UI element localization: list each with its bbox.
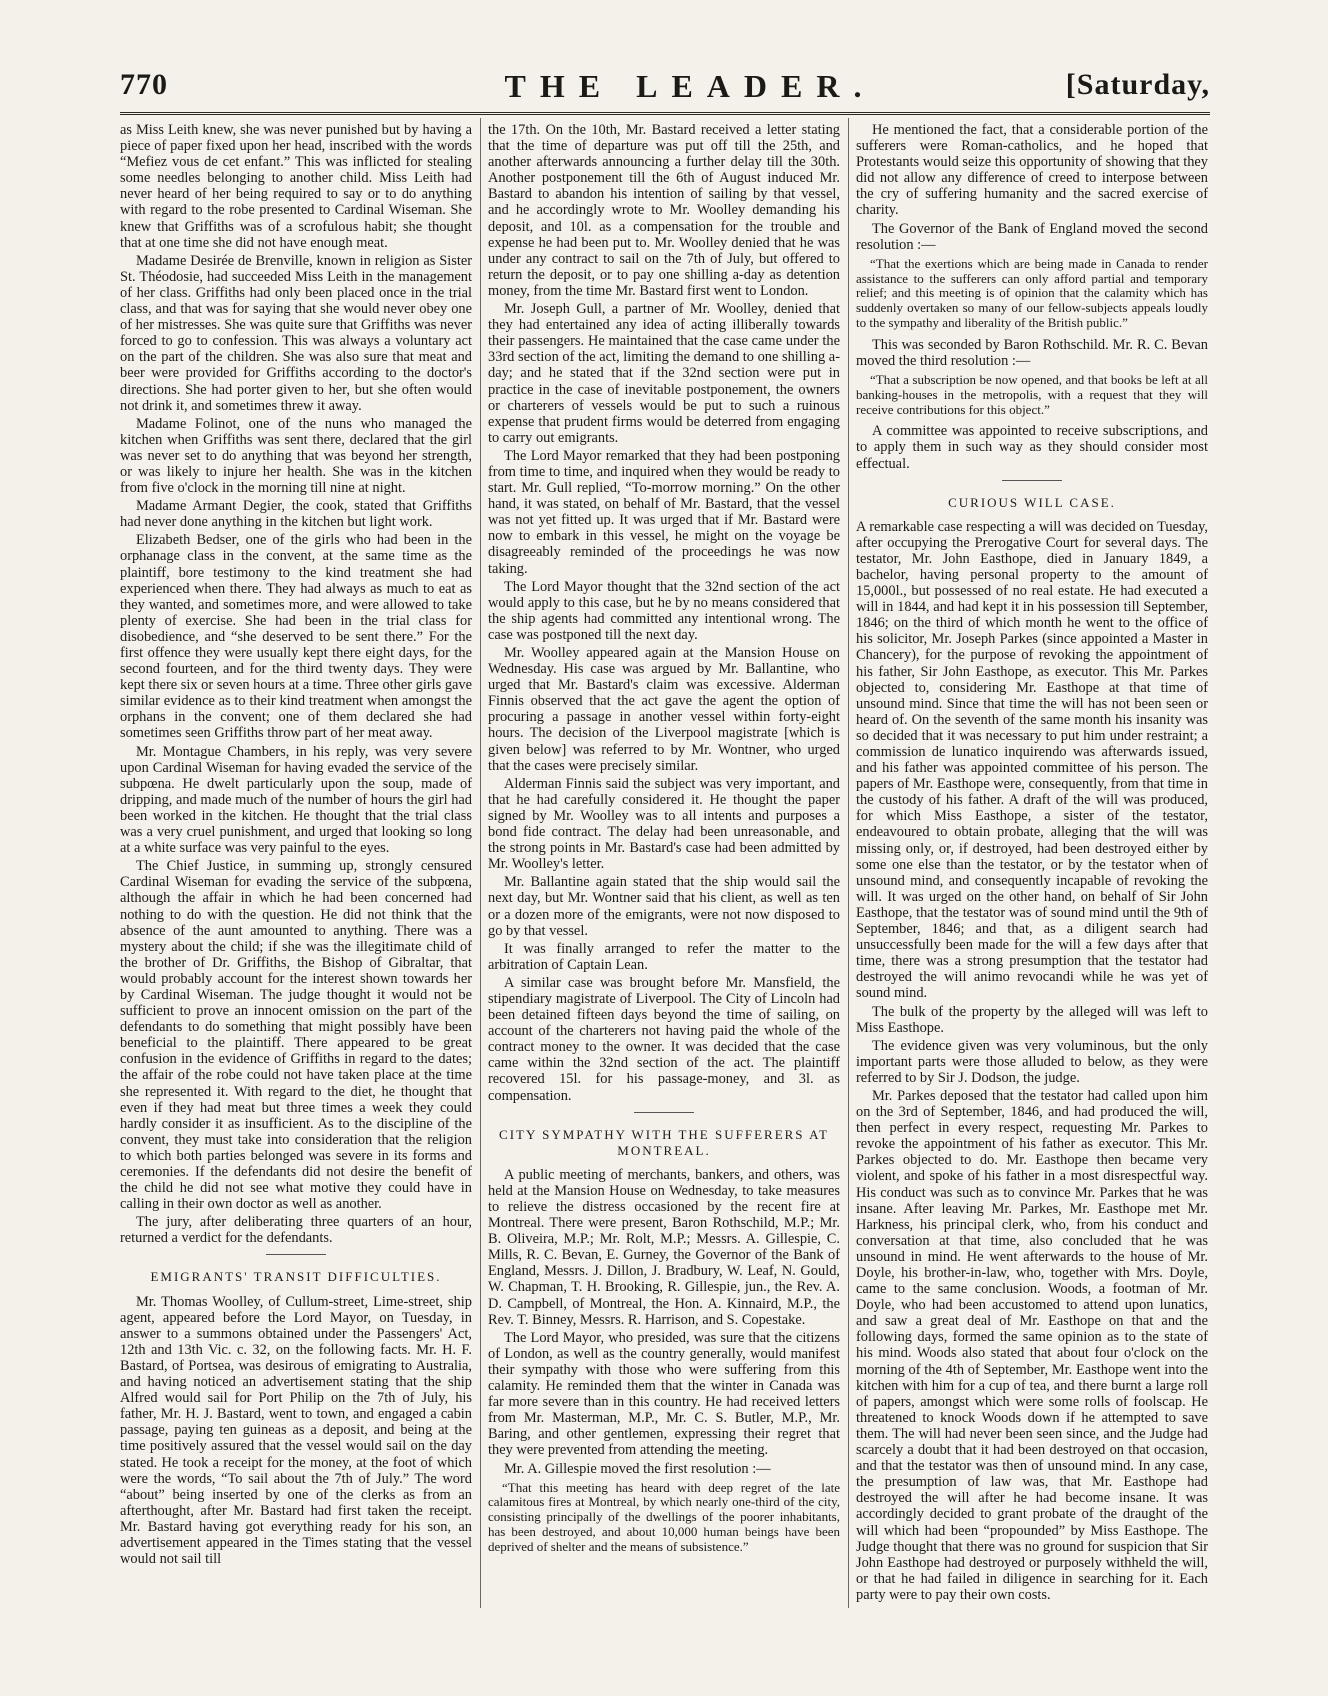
- article-paragraph: The bulk of the property by the alleged will was left to Miss Easthope.: [856, 1003, 1208, 1036]
- article-paragraph: It was finally arranged to refer the matter to the arbitration of Captain Lean.: [488, 940, 840, 973]
- article-paragraph: Madame Armant Degier, the cook, stated that Griffiths had never done anything in the kitchen but light work.: [120, 498, 472, 531]
- article-paragraph: He mentioned the fact, that a considerable portion of the sufferers were Roman-catholics, and he hoped that Protestants would seize this opportunity of showing that they did not allow any difference of creed to interpose between the cry of suffering humanity and the sacred exercise of charity.: [856, 122, 1208, 219]
- section-divider: [634, 1112, 694, 1113]
- article-paragraph: The Chief Justice, in summing up, strongly censured Cardinal Wiseman for evading the service of the subpœna, although the affair in which he had been concerned had nothing to do with the question. He did not think that the absence of the aunt amounted to anything. There was a mystery about the child; if she was the illegitimate child of the brother of Dr. Griffiths, the Bishop of Gibraltar, that would probably account for the interest shown towards her by Cardinal Wiseman. The judge thought it would not be sufficient to prove an innocent omission on the part of the defendants to do something that might possibly have been beneficial to the plaintiff. There appeared to be great confusion in the evidence of Griffiths in regard to the dates; the affair of the robe could not have taken place at the time she represented it. With regard to the diet, he thought that even if they had meat but three times a week they could hardly consider it as insufficient. As to the discipline of the convent, they must take into consideration that the religion to which both parties belonged was severe in its forms and ceremonies. If the defendants did not desire the benefit of the child he did not see what motive they could have in calling in their own doctor as well as another.: [120, 858, 472, 1213]
- article-paragraph: A remarkable case respecting a will was decided on Tuesday, after occupying the Prerogative Court for several days. The testator, Mr. John Easthope, died in January 1849, a bachelor, having personal property to the amount of 15,000l., but possessed of no real estate. He had executed a will in 1844, and had kept it in his possession till September, 1846; on the third of which month he went to the office of his solicitor, Mr. Joseph Parkes (since appointed a Master in Chancery), for the purpose of revoking the appointment of his father, Sir John Easthope, as executor. This Mr. Parkes objected to, considering Mr. Easthope at that time of unsound mind. Since that time the will has not been seen or heard of. On the seventh of the same month his insanity was so decided that it was necessary to put him under restraint; a commission de lunatico inquirendo was afterwards issued, and his father was appointed committee of his person. The papers of Mr. Easthope were, consequently, from that time in the custody of his father. A draft of the will was produced, for which Miss Easthope, a sister of the testator, endeavoured to obtain probate, alleging that the will was missing only, or, if destroyed, had been destroyed either by some one else than the testator, or by the testator when of unsound mind, and consequently incapable of revoking the will. It was urged on the other hand, on behalf of Sir John Easthope, that the testator was of sound mind until the 9th of September, 1846; and that, as a diligent search had unsuccessfully been made for the will a few days after that time, there was a strong presumption that the testator had destroyed the will animo revocandi while he was yet of sound mind.: [856, 518, 1208, 1002]
- column-2: [488, 122, 840, 1561]
- article-paragraph: The Lord Mayor remarked that they had been postponing from time to time, and inquired when they would be ready to start. Mr. Gull replied, “To-morrow morning.” On the other hand, it was stated, on behalf of Mr. Bastard, that the vessel was not yet fitted up. It was urged that if Mr. Bastard were now to embark in this vessel, he might on the voyage be disagreeably reminded of the proceedings he was now taking.: [488, 447, 840, 577]
- section-heading-emigrants: EMIGRANTS' TRANSIT DIFFICULTIES.: [150, 1269, 442, 1285]
- article-paragraph: The Lord Mayor, who presided, was sure that the citizens of London, as well as the country generally, would manifest their sympathy with those who were suffering from this calamity. He reminded them that the winter in Canada was far more severe than in this country. He had received letters from Mr. Masterman, M.P., Mr. C. S. Butler, M.P., Mr. Baring, and other gentlemen, expressing their regret that they were prevented from attending the meeting.: [488, 1329, 840, 1459]
- article-paragraph: Mr. Ballantine again stated that the ship would sail the next day, but Mr. Wontner said that his client, as well as ten or a dozen more of the emigrants, were not now disposed to go by that vessel.: [488, 874, 840, 939]
- article-paragraph: Madame Folinot, one of the nuns who managed the kitchen when Griffiths was sent there, declared that the girl was never set to do anything that was beyond her strength, or was likely to injure her health. She was in the kitchen from five o'clock in the morning till nine at night.: [120, 415, 472, 497]
- section-divider: [1002, 480, 1062, 481]
- resolution-quote: “That this meeting has heard with deep regret of the late calamitous fires at Montreal, by which nearly one-third of the city, consisting principally of the dwellings of the poorer inhabitants, has been destroyed, and about 10,000 human beings have been deprived of shelter and the means of subsistence.”: [488, 1479, 840, 1554]
- resolution-quote: “That a subscription be now opened, and that books be left at all banking-houses in the metropolis, with a request that they will receive contributions for this object.”: [856, 371, 1208, 417]
- article-paragraph: the 17th. On the 10th, Mr. Bastard received a letter stating that the time of departure was put off till the 25th, and another afterwards announcing a further delay till the 30th. Another postponement till the 6th of August induced Mr. Bastard to abandon his intention of sailing by that vessel, and he accordingly wrote to Mr. Woolley demanding his deposit, and 10l. as a compensation for the trouble and expense he had been put to. Mr. Woolley denied that he was under any contract to sail on the 7th of July, but offered to return the deposit, or to pay one shilling a-day as detention money, from the time Mr. Bastard first went to London.: [488, 122, 840, 299]
- article-paragraph: Mr. Montague Chambers, in his reply, was very severe upon Cardinal Wiseman for having evaded the service of the subpœna. He dwelt particularly upon the soup, made of dripping, and made much of the number of hours the girl had been worked in the kitchen. He thought that the trial class was a very cruel punishment, and urged that looking so long at a white surface was very painful to the eyes.: [120, 743, 472, 857]
- column-3: [856, 122, 1208, 1605]
- paper-title: THE LEADER.: [504, 68, 876, 104]
- article-paragraph: Mr. Woolley appeared again at the Mansion House on Wednesday. His case was argued by Mr. Ballantine, who urged that Mr. Bastard's claim was excessive. Alderman Finnis observed that the act gave the agent the option of procuring a passage in another vessel within forty-eight hours. The decision of the Liverpool magistrate [which is given below] was referred to by Mr. Wontner, who urged that the cases were precisely similar.: [488, 645, 840, 774]
- article-paragraph: A similar case was brought before Mr. Mansfield, the stipendiary magistrate of Liverpool. The City of Lincoln had been detained fifteen days beyond the time of sailing, on account of the charterers not having paid the whole of the contract money to the owner. It was decided that the case came within the 32nd section of the act. The plaintiff recovered 15l. for his passage-money, and 3l. as compensation.: [488, 974, 840, 1104]
- article-paragraph: Elizabeth Bedser, one of the girls who had been in the orphanage class in the convent, at the same time as the plaintiff, bore testimony to the kind treatment she had experienced when there. They had always as much to eat as they wanted, and sometimes more, and were allowed to take plenty of exercise. She had been in the trial class for disobedience, and “she deserved to be sent there.” For the first offence they were usually kept there eight days, for the second fourteen, and for the third twenty days. They were kept there six or seven hours at a time. Three other girls gave similar evidence as to their kind treatment when amongst the orphans in the convent; one of them declared she had sometimes seen Griffiths throw part of her meat away.: [120, 532, 472, 742]
- article-paragraph: Mr. A. Gillespie moved the first resolution :—: [504, 1460, 771, 1477]
- page-date: [Saturday,: [1065, 68, 1210, 101]
- page-number: 770: [120, 68, 168, 101]
- article-paragraph: The Governor of the Bank of England moved the second resolution :—: [856, 220, 1208, 253]
- masthead: [120, 68, 1210, 112]
- resolution-quote: “That the exertions which are being made in Canada to render assistance to the sufferers can only afford partial and temporary relief; and this meeting is of opinion that the calamity which has suddenly overtaken so many of our fellow-subjects appeals loudly to the sympathy and liberality of the British public.”: [856, 255, 1208, 330]
- column-divider: [480, 118, 481, 1608]
- article-paragraph: A committee was appointed to receive subscriptions, and to apply them in such way as they should consider most effectual.: [856, 423, 1208, 472]
- article-paragraph: Mr. Joseph Gull, a partner of Mr. Woolley, denied that they had entertained any idea of acting illiberally towards their passengers. He maintained that the case came under the 33rd section of the act, limiting the demand to one shilling a-day; and he stated that if the 32nd section were put in practice in the case of inevitable postponement, the owners or charterers of vessels would be put to such a ruinous expense that prudent firms would be deterred from engaging to carry out emigrants.: [488, 301, 840, 446]
- article-paragraph: The evidence given was very voluminous, but the only important parts were those alluded to below, as they were referred to by Sir J. Dodson, the judge.: [856, 1037, 1208, 1086]
- article-paragraph: The jury, after deliberating three quarters of an hour, returned a verdict for the defendants.: [120, 1214, 472, 1247]
- column-1: [120, 122, 472, 1569]
- article-paragraph: as Miss Leith knew, she was never punished but by having a piece of paper fixed upon her head, inscribed with the words “Mefiez vous de cet enfant.” This was inflicted for stealing some needles belonging to another child. Miss Leith had never heard of her being required to say or to do anything with regard to the robe presented to Cardinal Wiseman. She knew that Griffiths was of a scrofulous habit; she thought that at one time she did not have enough meat.: [120, 122, 472, 251]
- section-heading-montreal: CITY SYMPATHY WITH THE SUFFERERS AT MONTREAL.: [499, 1126, 829, 1158]
- article-paragraph: Madame Desirée de Brenville, known in religion as Sister St. Théodosie, had succeeded Miss Leith in the management of her class. Griffiths had only been placed once in the trial class, and that was for saying that she would never obey one of her mistresses. She was quite sure that Griffiths was never forced to go to confession. This was always a voluntary act on the part of the children. She was also sure that meat and beer were provided for Griffiths according to the doctor's directions. She had porter given to her, but she often would not drink it, and sometimes threw it away.: [120, 252, 472, 414]
- article-paragraph: The Lord Mayor thought that the 32nd section of the act would apply to this case, but he by no means considered that the ship agents had committed any intentional wrong. The case was postponed till the next day.: [488, 578, 840, 643]
- article-paragraph: Mr. Thomas Woolley, of Cullum-street, Lime-street, ship agent, appeared before the Lord Mayor, on Tuesday, in answer to a summons obtained under the Passengers' Act, 12th and 13th Vic. c. 32, on the following facts. Mr. H. F. Bastard, of Portsea, was desirous of emigrating to Australia, and having noticed an advertisement stating that the ship Alfred would sail for Port Philip on the 7th of July, his father, Mr. H. J. Bastard, went to town, and engaged a cabin passage, paying ten guineas as a deposit, and being at the time positively assured that the vessel would sail on the day stated. He took a receipt for the money, at the foot of which were the words, “To sail about the 7th of July.” The word “about” being inserted by one of the clerks as from an afterthought, after Mr. Bastard had first taken the receipt. Mr. Bastard having got everything ready for his son, an advertisement appeared in the Times stating that the vessel would not sail till: [120, 1293, 472, 1568]
- masthead-rule: [120, 112, 1210, 115]
- article-paragraph: This was seconded by Baron Rothschild. Mr. R. C. Bevan moved the third resolution :—: [856, 336, 1208, 369]
- section-divider: [266, 1254, 326, 1255]
- section-heading-will-case: CURIOUS WILL CASE.: [948, 494, 1116, 510]
- article-paragraph: Mr. Parkes deposed that the testator had called upon him on the 3rd of September, 1846, and had produced the will, then perfect in every respect, requesting Mr. Parkes to revoke the appointment of his father as executor. This Mr. Parkes objected to do. Mr. Easthope then became very violent, and spoke of his father in a most disrespectful way. His conduct was such as to convince Mr. Parkes that he was insane. After leaving Mr. Parkes, Mr. Easthope met Mr. Harkness, his principal clerk, who, from his conduct and conversation at that time, also concluded that he was unsound in mind. He went afterwards to the house of Mr. Doyle, his brother-in-law, who, together with Mrs. Doyle, came to the same conclusion. Woods, a footman of Mr. Doyle, who had been accustomed to attend upon lunatics, and saw a great deal of Mr. Easthope on that and the following days, formed the same opinion as to the state of his mind. Woods also stated that about four o'clock on the morning of the 4th of September, Mr. Easthope went into the kitchen with him for a cup of tea, and there burnt a large roll of papers, amongst which were some rolls of foolscap. He threatened to knock Woods down if he attempted to save them. The will had never been seen since, and the Judge had scarcely a doubt that it had been destroyed on that occasion, and that the testator was then of unsound mind. In any case, the presumption of law was, that Mr. Easthope had destroyed the will after he had become insane. It was accordingly decided to grant probate of the draught of the will which had been “propounded” by Miss Easthope. The Judge thought that there was no ground for suspicion that Sir John Easthope had destroyed or purposely withheld the will, or that he had failed in diligence in searching for it. Each party were to pay their own costs.: [856, 1087, 1208, 1603]
- article-paragraph: Alderman Finnis said the subject was very important, and that he had carefully considered it. He thought the paper signed by Mr. Woolley was to all intents and purposes a bond fide contract. The delay had been unreasonable, and the strong points in Mr. Bastard's case had been admitted by Mr. Woolley's letter.: [488, 775, 840, 873]
- article-paragraph: A public meeting of merchants, bankers, and others, was held at the Mansion House on Wednesday, to take measures to relieve the distress occasioned by the recent fire at Montreal. There were present, Baron Rothschild, M.P.; Mr. B. Oliveira, M.P.; Mr. Rolt, M.P.; Messrs. A. Gillespie, C. Mills, R. C. Bevan, E. Gurney, the Governor of the Bank of England, Messrs. J. Dillon, J. Bradbury, W. Leaf, N. Gould, W. Chapman, T. H. Brooking, R. Gillespie, jun., the Rev. A. D. Campbell, of Montreal, the Hon. A. Kinnaird, M.P., the Rev. T. Binney, Messrs. R. Harrison, and S. Copestake.: [488, 1166, 840, 1328]
- column-divider: [848, 118, 849, 1608]
